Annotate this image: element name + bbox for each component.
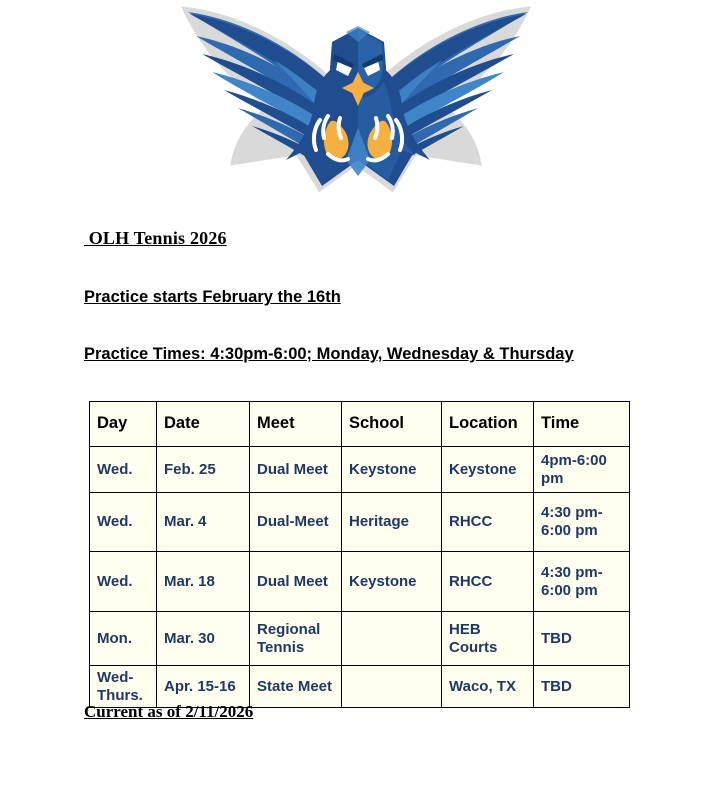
- cell-location: RHCC: [442, 552, 534, 612]
- cell-date: Mar. 30: [157, 612, 250, 666]
- cell-time: 4:30 pm-6:00 pm: [534, 552, 630, 612]
- cell-day: Wed.: [90, 552, 157, 612]
- logo-area: [0, 0, 708, 215]
- cell-location: RHCC: [442, 493, 534, 552]
- page-title: OLH Tennis 2026: [84, 228, 227, 248]
- cell-time: 4pm-6:00 pm: [534, 447, 630, 493]
- cell-date: Mar. 4: [157, 493, 250, 552]
- cell-school: Heritage: [342, 493, 442, 552]
- cell-date: Mar. 18: [157, 552, 250, 612]
- cell-school: [342, 666, 442, 708]
- table-row: [90, 447, 630, 493]
- cell-school: Keystone: [342, 552, 442, 612]
- cell-location: Keystone: [442, 447, 534, 493]
- column-header-location: Location: [442, 402, 534, 447]
- cell-day: Mon.: [90, 612, 157, 666]
- practice-start-heading: Practice starts February the 16th: [84, 288, 341, 306]
- cell-day: Wed.: [90, 493, 157, 552]
- eagle-outline-group: [186, 10, 528, 188]
- table-header-row: [90, 402, 630, 447]
- current-as-of-note: Current as of 2/11/2026: [84, 702, 254, 721]
- cell-meet: Dual-Meet: [250, 493, 342, 552]
- cell-day: Wed-Thurs.: [90, 666, 157, 708]
- column-header-time: Time: [534, 402, 630, 447]
- cell-date: Apr. 15-16: [157, 666, 250, 708]
- cell-day: Wed.: [90, 447, 157, 493]
- cell-meet: Dual Meet: [250, 447, 342, 493]
- cell-school: [342, 612, 442, 666]
- column-header-meet: Meet: [250, 402, 342, 447]
- cell-meet: Dual Meet: [250, 552, 342, 612]
- table-row: [90, 493, 630, 552]
- cell-meet: State Meet: [250, 666, 342, 708]
- cell-time: TBD: [534, 666, 630, 708]
- schedule-table: [89, 401, 630, 708]
- table-row: [90, 552, 630, 612]
- cell-date: Feb. 25: [157, 447, 250, 493]
- practice-times-heading: Practice Times: 4:30pm-6:00; Monday, Wednesday & Thursday: [84, 345, 574, 363]
- column-header-date: Date: [157, 402, 250, 447]
- cell-location: HEB Courts: [442, 612, 534, 666]
- cell-time: TBD: [534, 612, 630, 666]
- column-header-school: School: [342, 402, 442, 447]
- table-row: [90, 612, 630, 666]
- column-header-day: Day: [90, 402, 157, 447]
- cell-location: Waco, TX: [442, 666, 534, 708]
- cell-time: 4:30 pm-6:00 pm: [534, 493, 630, 552]
- cell-school: Keystone: [342, 447, 442, 493]
- cell-meet: Regional Tennis: [250, 612, 342, 666]
- olh-eagle-logo: [178, 2, 538, 212]
